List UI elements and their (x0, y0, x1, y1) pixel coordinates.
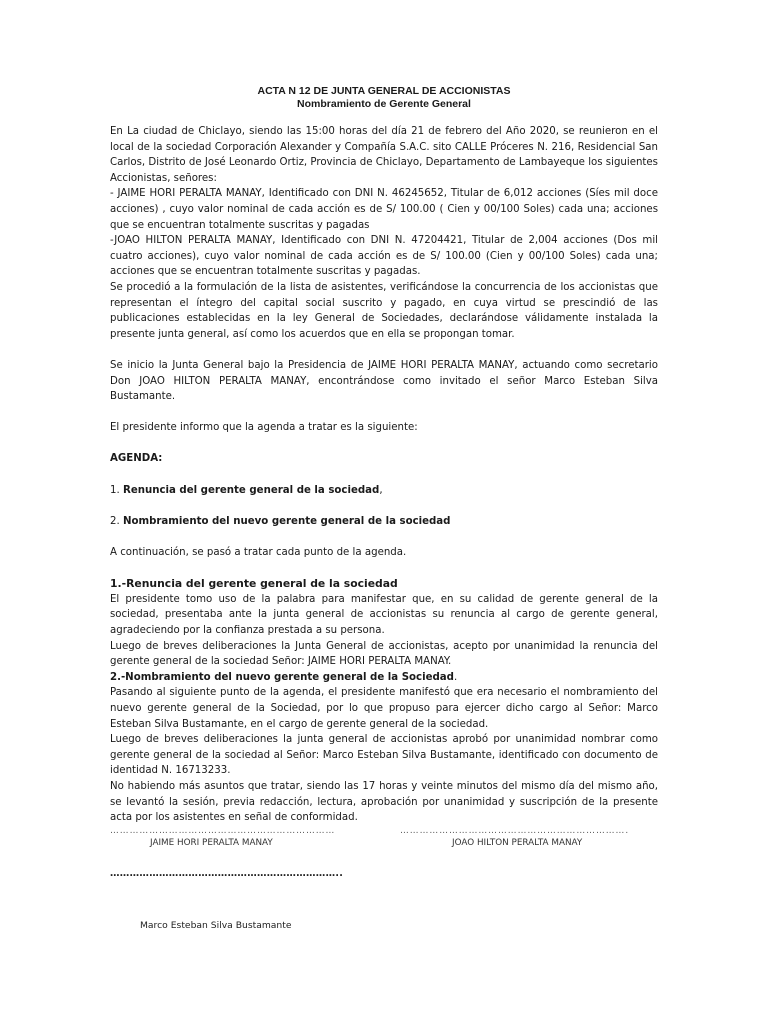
document-body (110, 124, 658, 826)
shareholder-2-paragraph: -JOAO HILTON PERALTA MANAY, Identificado con DNI N. 47204421, Titular de 2,004 acciones (Dos mil cuatro acciones), cuyo valor nominal de cada acción es de S/ 100.00 (Cien y 00/100 Soles) cada una; acciones que se encuentran totalmente suscritas y pagadas. (110, 235, 658, 278)
quorum-paragraph: Se procedió a la formulación de la lista de asistentes, verificándose la concurrencia de los accionistas que representan el íntegro del capital social suscrito y pagado, en cuya virtud se prescindió de las publicaciones establecidas en la ley General de Sociedades, declarándose válidamente instalada la presente junta general, así como los acuerdos que en ella se propongan tomar. (110, 281, 658, 340)
presidency-paragraph: Se inicio la Junta General bajo la Presidencia de JAIME HORI PERALTA MANAY, actuando como secretario Don JOAO HILTON PERALTA MANAY, encontrándose como invitado el señor Marco Esteban Silva Bustamante. (110, 359, 658, 403)
section-1-paragraph-1: El presidente tomo uso de la palabra para manifestar que, en su calidad de gerente general de la sociedad, presentaba ante la junta general de accionistas su renuncia al cargo de gerente general, agradeciendo por la confianza prestada a su persona. (110, 593, 658, 636)
intro-paragraph: En La ciudad de Chiclayo, siendo las 15:00 horas del día 21 de febrero del Año 2020, se reunieron en el local de la sociedad Corporación Alexander y Compañía S.A.C. sito CALLE Próceres N. 216, Residencial San Carlos, Distrito de José Leonardo Ortiz, Provincia de Chiclayo, Departamento de Lambayeque los siguientes Accionistas, señores: (110, 126, 658, 184)
agenda-item-2: 2. Nombramiento del nuevo gerente general de la sociedad (110, 515, 451, 527)
document-subtitle: Nombramiento de Gerente General (297, 98, 471, 110)
continuation-paragraph: A continuación, se pasó a tratar cada punto de la agenda. (110, 547, 407, 559)
agenda-intro: El presidente informo que la agenda a tratar es la siguiente: (110, 422, 418, 434)
section-1-paragraph-2: Luego de breves deliberaciones la Junta General de accionistas, acepto por unanimidad la renuncia del gerente general de la sociedad Señor: JAIME HORI PERALTA MANAY. (110, 640, 658, 668)
agenda-item-1: 1. Renuncia del gerente general de la sociedad, (110, 484, 383, 496)
closing-paragraph: No habiendo más asuntos que tratar, siendo las 17 horas y veinte minutos del mismo día del mismo año, se levantó la sesión, previa redacción, lectura, aprobación por unanimidad y suscripción de la presente acta por los asistentes en señal de conformidad. (110, 780, 658, 824)
signature-line-bottom: …………………………………………………………….. (110, 868, 344, 879)
document-title: ACTA N 12 DE JUNTA GENERAL DE ACCIONISTAS (257, 85, 511, 97)
section-2-heading: 2.-Nombramiento del nuevo gerente general de la Sociedad. (110, 671, 458, 683)
agenda-item-1-text: Renuncia del gerente general de la sociedad (122, 484, 380, 496)
signature-name-bottom: Marco Esteban Silva Bustamante (140, 920, 292, 931)
signature-name-right: JOAO HILTON PERALTA MANAY (452, 838, 583, 848)
agenda-item-2-text: Nombramiento del nuevo gerente general de la sociedad (122, 515, 451, 527)
shareholder-1-paragraph: - JAIME HORI PERALTA MANAY, Identificado con DNI N. 46245652, Titular de 6,012 acciones (Síes mil doce acciones) , cuyo valor nominal de cada acción es de S/ 100.00 ( Cien y 00/100 Soles) cada una; acciones que se encuentran totalmente suscritas y pagadas (110, 188, 658, 231)
signature-name-left: JAIME HORI PERALTA MANAY (150, 838, 273, 848)
section-1-heading: 1.-Renuncia del gerente general de la sociedad (110, 577, 398, 591)
section-2-paragraph-1: Pasando al siguiente punto de la agenda, el presidente manifestó que era necesario el nombramiento del nuevo gerente general de la Sociedad, por lo que propuso para ejercer dicho cargo al Señor: Marco Esteban Silva Bustamante, en el cargo de gerente general de la sociedad. (110, 687, 658, 730)
signature-line-right: ……………………………………………………………. (400, 826, 630, 836)
signature-line-left: …………………………………………………………… (110, 826, 336, 836)
section-2-paragraph-2: Luego de breves deliberaciones la junta general de accionistas aprobó por unanimidad nombrar como gerente general de la sociedad al Señor: Marco Esteban Silva Bustamante, identificado con documento de identidad N. 16713233. (110, 734, 658, 777)
agenda-heading: AGENDA: (110, 453, 163, 465)
